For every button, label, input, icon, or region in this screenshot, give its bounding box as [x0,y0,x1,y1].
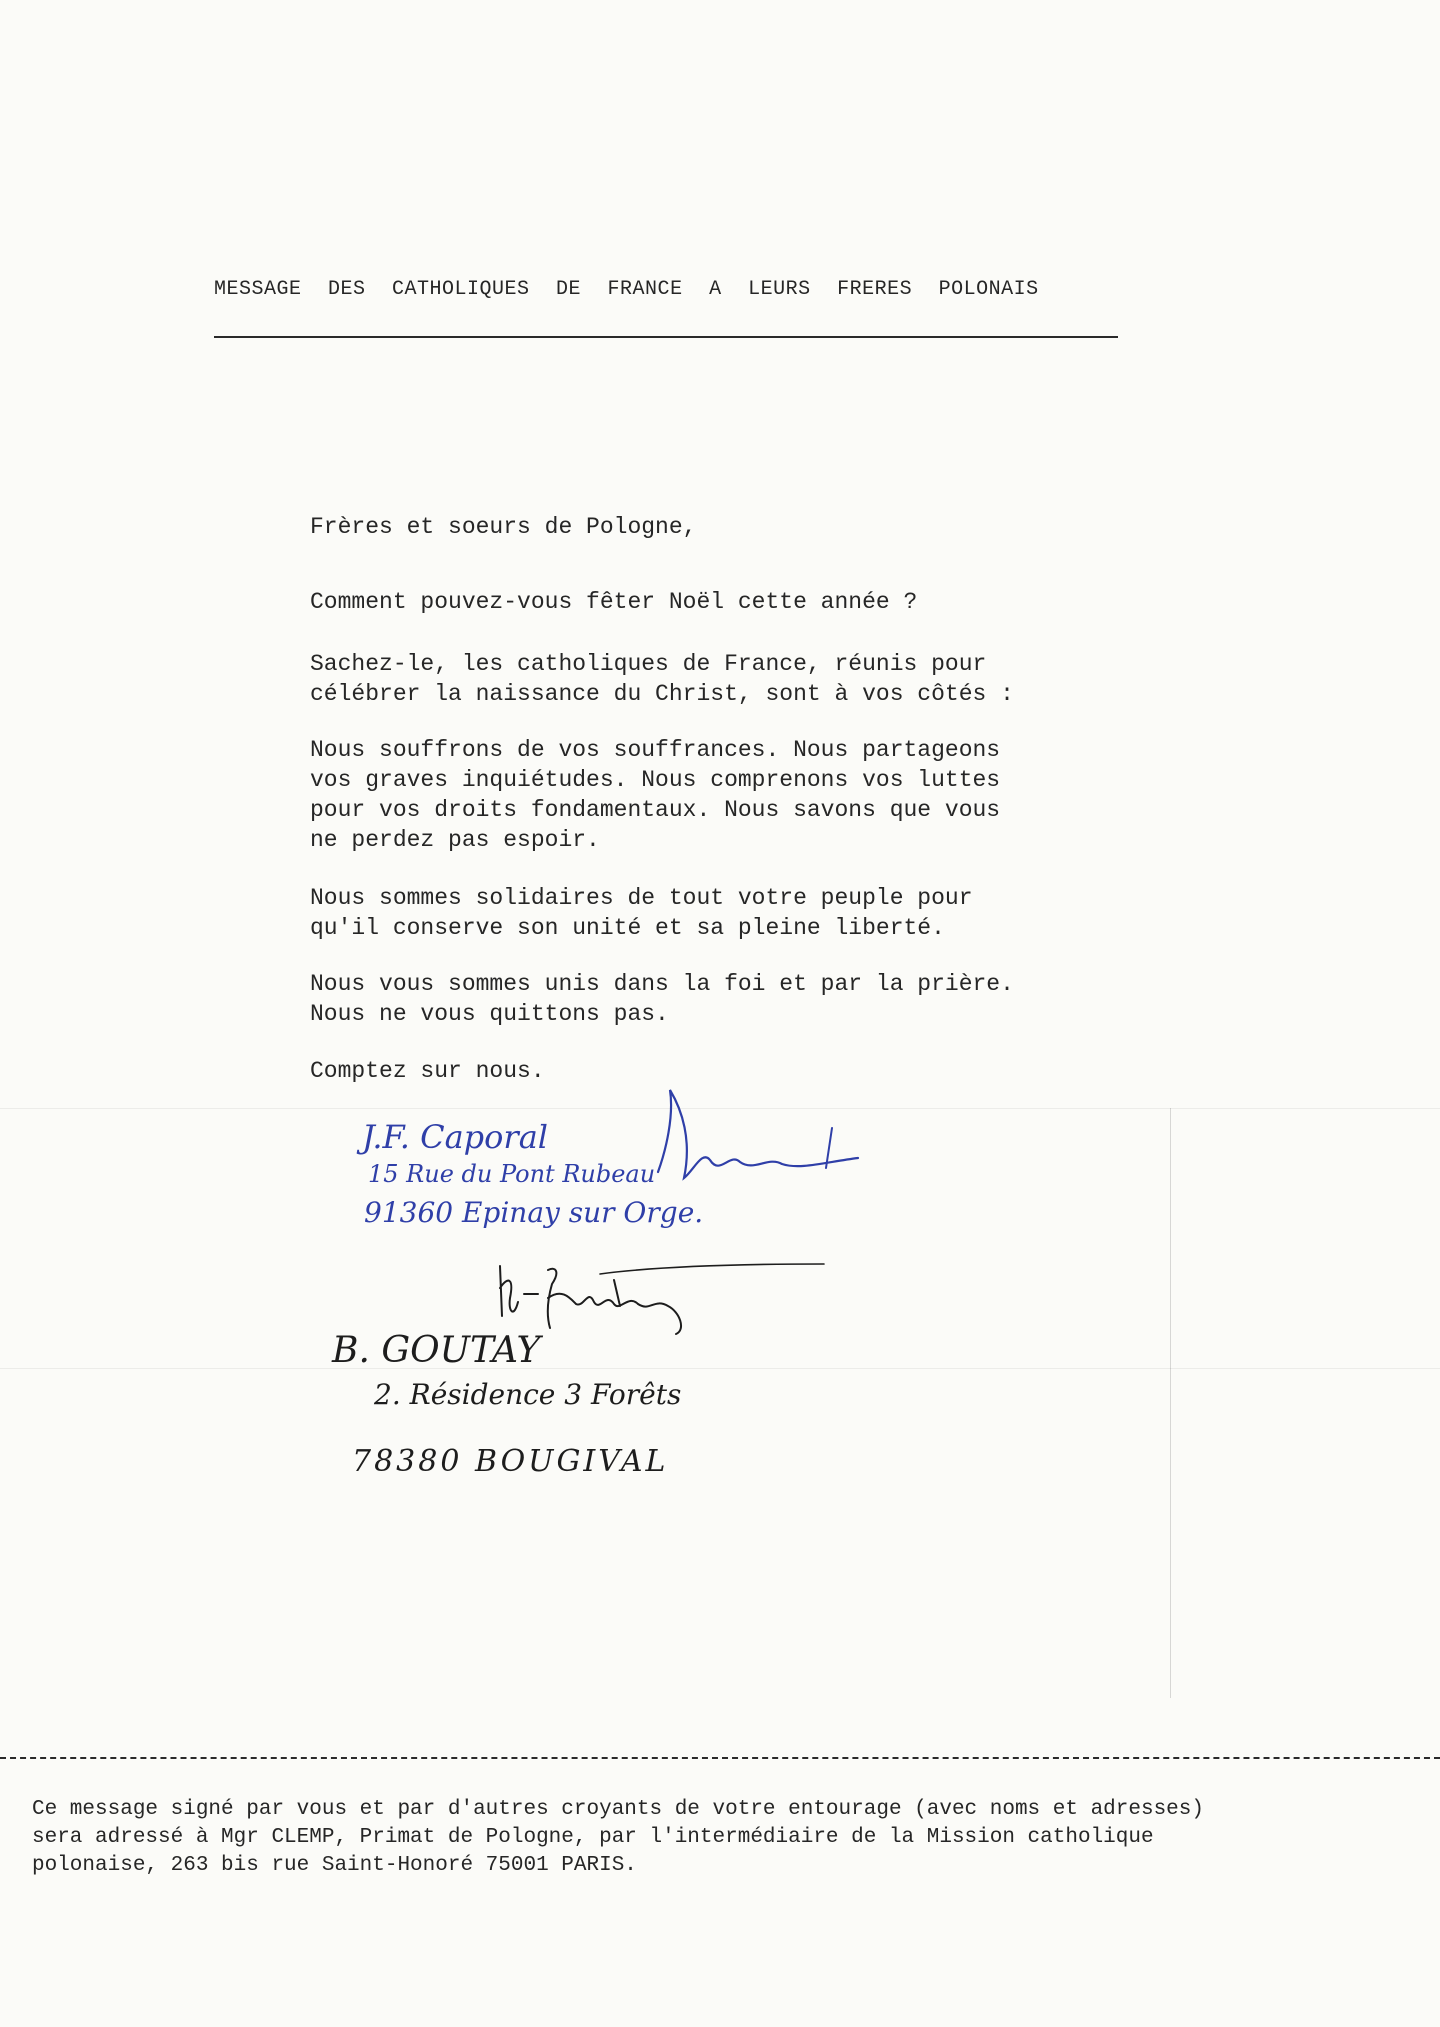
paragraph-5: Nous vous sommes unis dans la foi et par la prière. Nous ne vous quittons pas. [310,971,1014,1027]
footer-note: Ce message signé par vous et par d'autres croyants de votre entourage (avec noms et adresses) sera adressé à Mgr CLEMP, Primat de Pologne, par l'intermédiaire de la Mission catholique polonaise, 263 bis rue Saint-Honoré 75001 PARIS. [32,1798,1204,1877]
paper-fold-line [0,1368,1440,1369]
paper-fold-line [1170,1108,1171,1698]
signatory-2-name: B. GOUTAY [332,1330,541,1371]
signatory-1-signature [630,1080,860,1190]
paragraph-3: Nous souffrons de vos souffrances. Nous partageons vos graves inquiétudes. Nous comprenons vos luttes pour vos droits fondamentaux. Nous savons que vous ne perdez pas espoir. [310,737,1001,853]
paragraph-2: Sachez-le, les catholiques de France, réunis pour célébrer la naissance du Christ, sont à vos côtés : [310,651,1014,707]
signatory-1-address-line1: 15 Rue du Pont Rubeau [368,1160,656,1188]
signatory-2-address-line2: 78380 BOUGIVAL [352,1444,669,1479]
signatory-2-address-line1: 2. Résidence 3 Forêts [374,1378,682,1411]
paragraph-6: Comptez sur nous. [310,1058,545,1084]
paragraph-1: Comment pouvez-vous fêter Noël cette année ? [310,589,918,615]
signatory-1-address-line2: 91360 Epinay sur Orge. [364,1196,704,1229]
salutation: Frères et soeurs de Pologne, [310,514,697,540]
signatory-1-name: J.F. Caporal [362,1118,548,1156]
cut-line [0,1757,1440,1759]
signatory-2-signature [490,1258,830,1338]
title-underline [214,336,1118,338]
letter-title: MESSAGE DES CATHOLIQUES DE FRANCE A LEURS FRERES POLONAIS [214,278,1039,301]
paragraph-4: Nous sommes solidaires de tout votre peuple pour qu'il conserve son unité et sa pleine liberté. [310,885,973,941]
